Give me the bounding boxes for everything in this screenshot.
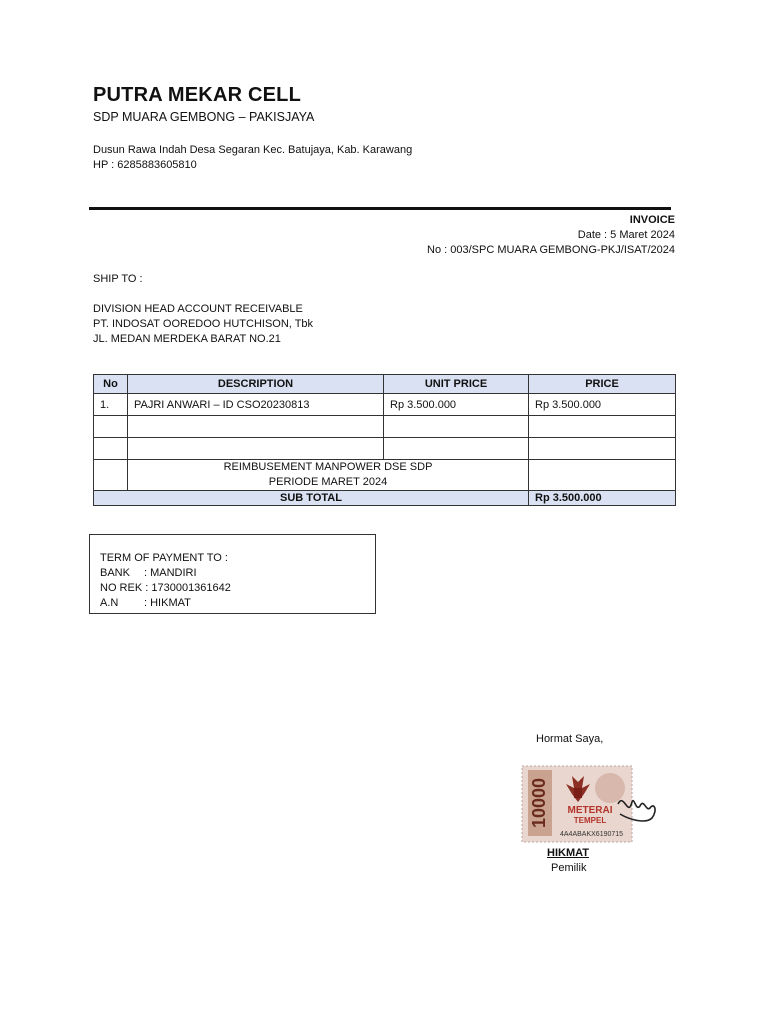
reimbursement-note [128,460,529,491]
payment-title: TERM OF PAYMENT TO : [100,552,228,564]
signer-role: Pemilik [551,862,587,874]
ship-to-label: SHIP TO : [93,273,143,285]
stamp-serial: 4A4ABAKX6190715 [560,831,624,838]
header-divider [89,207,671,210]
header-no: No [94,375,128,394]
payment-bank [100,566,231,581]
cell-no: 1. [94,394,128,416]
note-line: REIMBUSEMENT MANPOWER DSE SDP [223,461,433,473]
stamp-value: 10000 [528,777,549,829]
company-name: PUTRA MEKAR CELL [93,84,302,106]
cell-description: PAJRI ANWARI – ID CSO20230813 [128,394,384,416]
stamp-label-meterai: METERAI [567,805,613,816]
table-row-empty [94,438,676,460]
table-header-row [94,375,676,394]
stamp-portrait-icon [595,773,625,803]
cell-price: Rp 3.500.000 [529,394,676,416]
payment-bank-key: BANK [100,567,130,579]
ship-to-line: JL. MEDAN MERDEKA BARAT NO.21 [93,333,281,345]
table-row-note [94,460,676,491]
company-address: Dusun Rawa Indah Desa Segaran Kec. Batujaya, Kab. Karawang [93,144,413,156]
table-row-empty [94,416,676,438]
stamp-label-tempel: TEMPEL [573,816,607,825]
invoice-number: No : 003/SPC MUARA GEMBONG-PKJ/ISAT/2024 [427,244,675,256]
ship-to-address [93,302,313,347]
company-phone: HP : 6285883605810 [93,159,197,171]
payment-bank-value: : MANDIRI [144,567,197,579]
company-address-block [93,143,412,173]
invoice-items-table [93,374,676,506]
signer-name: HIKMAT [547,847,589,859]
invoice-title: INVOICE [629,214,675,226]
payment-account-value: : 1730001361642 [145,582,231,594]
subtotal-label: SUB TOTAL [94,491,529,506]
header-price: PRICE [529,375,676,394]
payment-holder [100,596,231,611]
company-subtitle: SDP MUARA GEMBONG – PAKISJAYA [93,110,315,124]
header-unit-price: UNIT PRICE [384,375,529,394]
ship-to-line: DIVISION HEAD ACCOUNT RECEIVABLE [93,303,303,315]
subtotal-row [94,491,676,506]
payment-account-key: NO REK [100,582,143,594]
payment-details [100,551,231,611]
invoice-date: Date : 5 Maret 2024 [577,229,675,241]
cell-unit-price: Rp 3.500.000 [384,394,529,416]
payment-holder-key: A.N [100,597,119,609]
stamp-signature-image [520,762,662,844]
closing-greeting: Hormat Saya, [536,733,604,745]
ship-to-line: PT. INDOSAT OOREDOO HUTCHISON, Tbk [93,318,314,330]
note-line: PERIODE MARET 2024 [268,476,388,488]
invoice-info [427,213,675,258]
payment-account [100,581,231,596]
table-row [94,394,676,416]
payment-holder-value: : HIKMAT [144,597,191,609]
header-description: DESCRIPTION [128,375,384,394]
subtotal-value: Rp 3.500.000 [529,491,676,506]
